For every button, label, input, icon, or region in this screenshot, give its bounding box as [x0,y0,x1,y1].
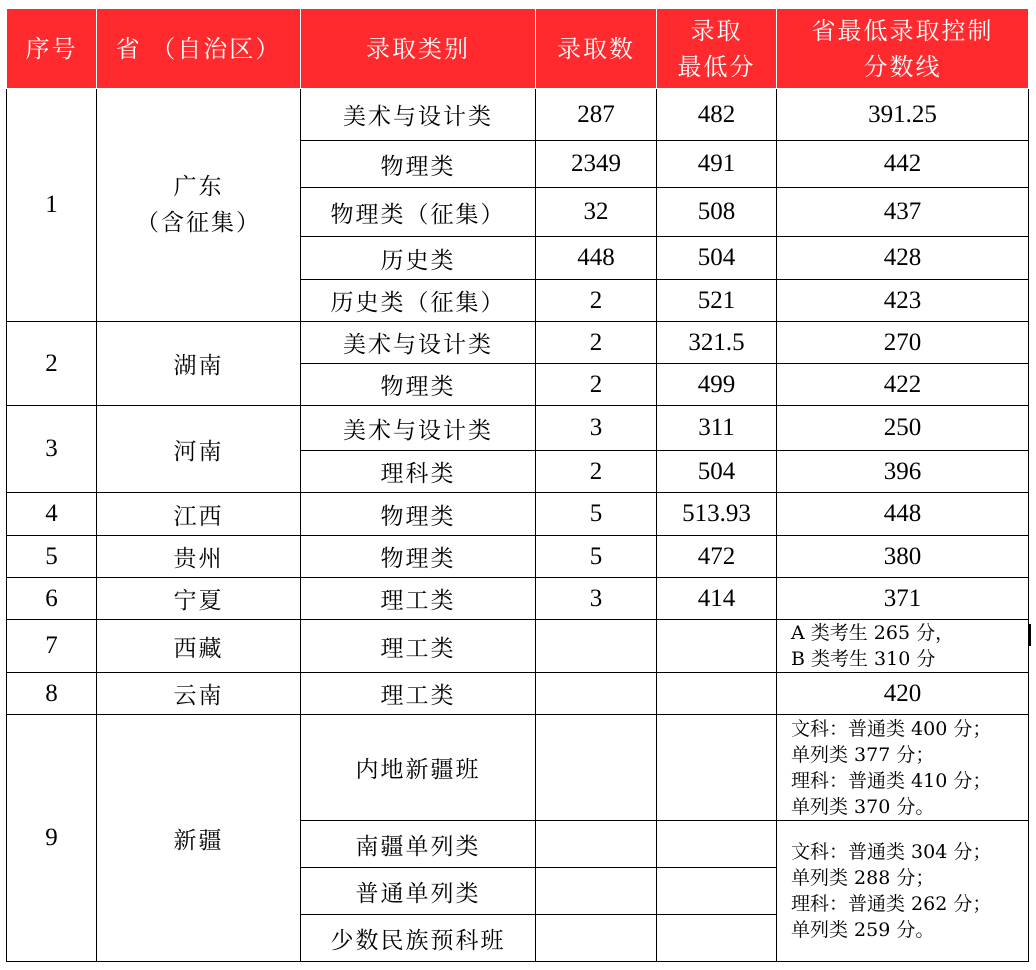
seq-cell: 5 [7,536,97,578]
header-control-line1: 省最低录取控制 [811,16,994,45]
count-cell: 448 [536,237,657,280]
control-cell: 270 [777,322,1029,364]
count-cell: 2 [536,451,657,493]
category-cell: 理工类 [301,620,536,673]
province-name: 广东 [173,174,224,200]
category-cell: 物理类 [301,141,536,188]
min-score-cell [657,673,777,715]
province-cell [97,89,301,322]
min-score-cell: 508 [657,188,777,237]
category-cell: 物理类（征集） [301,188,536,237]
seq-cell: 4 [7,493,97,536]
control-note-line: B 类考生 310 分 [791,648,936,670]
control-note-line: 文科：普通类 304 分； [791,841,992,863]
category-cell: 历史类 [301,237,536,280]
min-score-cell: 321.5 [657,322,777,364]
min-score-cell: 472 [657,536,777,578]
province-cell: 贵州 [97,536,301,578]
header-min-score [657,9,777,89]
control-cell [777,715,1029,821]
header-control-line2: 分数线 [863,52,942,81]
category-cell: 理科类 [301,451,536,493]
seq-cell: 9 [7,715,97,962]
table-row [7,493,1029,536]
category-cell: 历史类（征集） [301,280,536,322]
province-cell: 新疆 [97,715,301,962]
category-cell: 美术与设计类 [301,406,536,451]
header-category: 录取类别 [301,9,536,89]
header-min-score-line2: 最低分 [677,52,756,81]
min-score-cell [657,868,777,915]
control-cell: 391.25 [777,89,1029,141]
control-note-line: 理科：普通类 410 分； [791,769,992,792]
count-cell [536,620,657,673]
category-cell: 内地新疆班 [301,715,536,821]
header-province: 省 （自治区） [97,9,301,89]
count-cell: 3 [536,406,657,451]
category-cell: 美术与设计类 [301,89,536,141]
count-cell [536,673,657,715]
min-score-cell: 414 [657,578,777,620]
min-score-cell: 521 [657,280,777,322]
control-note-line: 单列类 259 分。 [791,919,935,941]
province-cell: 云南 [97,673,301,715]
count-cell: 2349 [536,141,657,188]
category-cell: 物理类 [301,493,536,536]
control-cell: 420 [777,673,1029,715]
control-note-line: A 类考生 265 分， [791,622,955,644]
count-cell [536,915,657,962]
province-note: （含征集） [136,210,261,236]
text-cursor [1029,624,1031,646]
seq-cell: 7 [7,620,97,673]
min-score-cell: 482 [657,89,777,141]
count-cell: 32 [536,188,657,237]
min-score-cell: 513.93 [657,493,777,536]
control-cell: 380 [777,536,1029,578]
control-cell: 448 [777,493,1029,536]
min-score-cell: 499 [657,364,777,406]
table-row [7,536,1029,578]
control-cell: 396 [777,451,1029,493]
min-score-cell [657,715,777,821]
min-score-cell [657,620,777,673]
count-cell [536,868,657,915]
table-row [7,406,1029,451]
count-cell: 2 [536,364,657,406]
table-row [7,89,1029,141]
province-cell: 湖南 [97,322,301,406]
control-cell: 428 [777,237,1029,280]
seq-cell: 2 [7,322,97,406]
control-cell: 371 [777,578,1029,620]
count-cell: 5 [536,536,657,578]
seq-cell: 6 [7,578,97,620]
admission-table [6,8,1029,962]
table-row [7,673,1029,715]
header-control-line [777,9,1029,89]
count-cell [536,715,657,821]
category-cell: 物理类 [301,364,536,406]
min-score-cell [657,915,777,962]
header-row [7,9,1029,89]
control-cell: 422 [777,364,1029,406]
min-score-cell: 311 [657,406,777,451]
control-note-line: 单列类 288 分； [791,867,935,889]
province-cell: 西藏 [97,620,301,673]
control-cell: 437 [777,188,1029,237]
control-cell: 423 [777,280,1029,322]
count-cell: 2 [536,322,657,364]
province-cell: 江西 [97,493,301,536]
province-cell: 河南 [97,406,301,493]
table-row [7,578,1029,620]
count-cell [536,821,657,868]
count-cell: 5 [536,493,657,536]
count-cell: 287 [536,89,657,141]
category-cell: 美术与设计类 [301,322,536,364]
category-cell: 普通单列类 [301,868,536,915]
category-cell: 理工类 [301,578,536,620]
table-row [7,620,1029,673]
province-cell: 宁夏 [97,578,301,620]
control-note-line: 文科：普通类 400 分； [791,717,992,740]
control-cell [777,821,1029,962]
category-cell: 理工类 [301,673,536,715]
header-seq: 序号 [7,9,97,89]
seq-cell: 8 [7,673,97,715]
category-cell: 少数民族预科班 [301,915,536,962]
min-score-cell: 504 [657,237,777,280]
header-count: 录取数 [536,9,657,89]
category-cell: 物理类 [301,536,536,578]
control-note-line: 单列类 377 分； [791,743,935,766]
seq-cell: 1 [7,89,97,322]
table-row [7,715,1029,821]
control-cell: 250 [777,406,1029,451]
count-cell: 2 [536,280,657,322]
control-note-line: 单列类 370 分。 [791,795,935,818]
min-score-cell [657,821,777,868]
control-cell [777,620,1029,673]
min-score-cell: 491 [657,141,777,188]
control-note-line: 理科：普通类 262 分； [791,893,992,915]
seq-cell: 3 [7,406,97,493]
min-score-cell: 504 [657,451,777,493]
control-cell: 442 [777,141,1029,188]
count-cell: 3 [536,578,657,620]
table-row [7,322,1029,364]
header-min-score-line1: 录取 [690,16,743,45]
category-cell: 南疆单列类 [301,821,536,868]
